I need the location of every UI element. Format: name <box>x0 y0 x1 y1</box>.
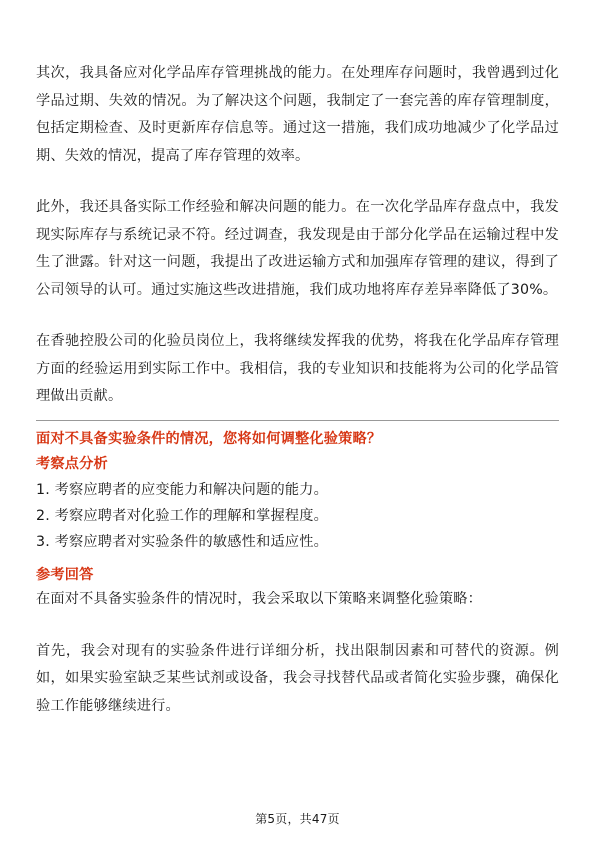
analysis-item: 1. 考察应聘者的应变能力和解决问题的能力。 <box>36 481 329 498</box>
interview-question: 面对不具备实验条件的情况，您将如何调整化验策略？ <box>36 430 382 447</box>
paragraph-conclusion: 在香驰控股公司的化验员岗位上，我将继续发挥我的优势，将我在化学品库存管理方面的经验运用到实际工作中。我相信，我的专业知识和技能将为公司的化学品管理做出贡献。 <box>36 333 559 404</box>
document-body <box>36 60 559 720</box>
paragraph-work-experience: 此外，我还具备实际工作经验和解决问题的能力。在一次化学品库存盘点中，我发现实际库存与系统记录不符。经过调查，我发现是由于部分化学品在运输过程中发生了泄露。针对这一问题，我提出了改进运输方式和加强库存管理的建议，得到了公司领导的认可。通过实施这些改进措施，我们成功地将库存差异率降低了30%。 <box>36 199 559 298</box>
paragraph-inventory-challenges: 其次，我具备应对化学品库存管理挑战的能力。在处理库存问题时，我曾遇到过化学品过期、失效的情况。为了解决这个问题，我制定了一套完善的库存管理制度，包括定期检查、及时更新库存信息等。通过这一措施，我们成功地减少了化学品过期、失效的情况，提高了库存管理的效率。 <box>36 65 559 164</box>
analysis-heading: 考察点分析 <box>36 455 108 472</box>
page-number: 第5页，共47页 <box>255 812 340 826</box>
section-divider <box>36 420 559 421</box>
analysis-list <box>36 477 559 555</box>
analysis-item: 3. 考察应聘者对实验条件的敏感性和适应性。 <box>36 533 329 550</box>
reference-answer-heading: 参考回答 <box>36 566 94 583</box>
reference-answer-intro: 在面对不具备实验条件的情况时，我会采取以下策略来调整化验策略： <box>36 590 483 607</box>
analysis-item: 2. 考察应聘者对化验工作的理解和掌握程度。 <box>36 507 329 524</box>
reference-answer-paragraph: 首先，我会对现有的实验条件进行详细分析，找出限制因素和可替代的资源。例如，如果实验室缺乏某些试剂或设备，我会寻找替代品或者简化实验步骤，确保化验工作能够继续进行。 <box>36 642 559 714</box>
